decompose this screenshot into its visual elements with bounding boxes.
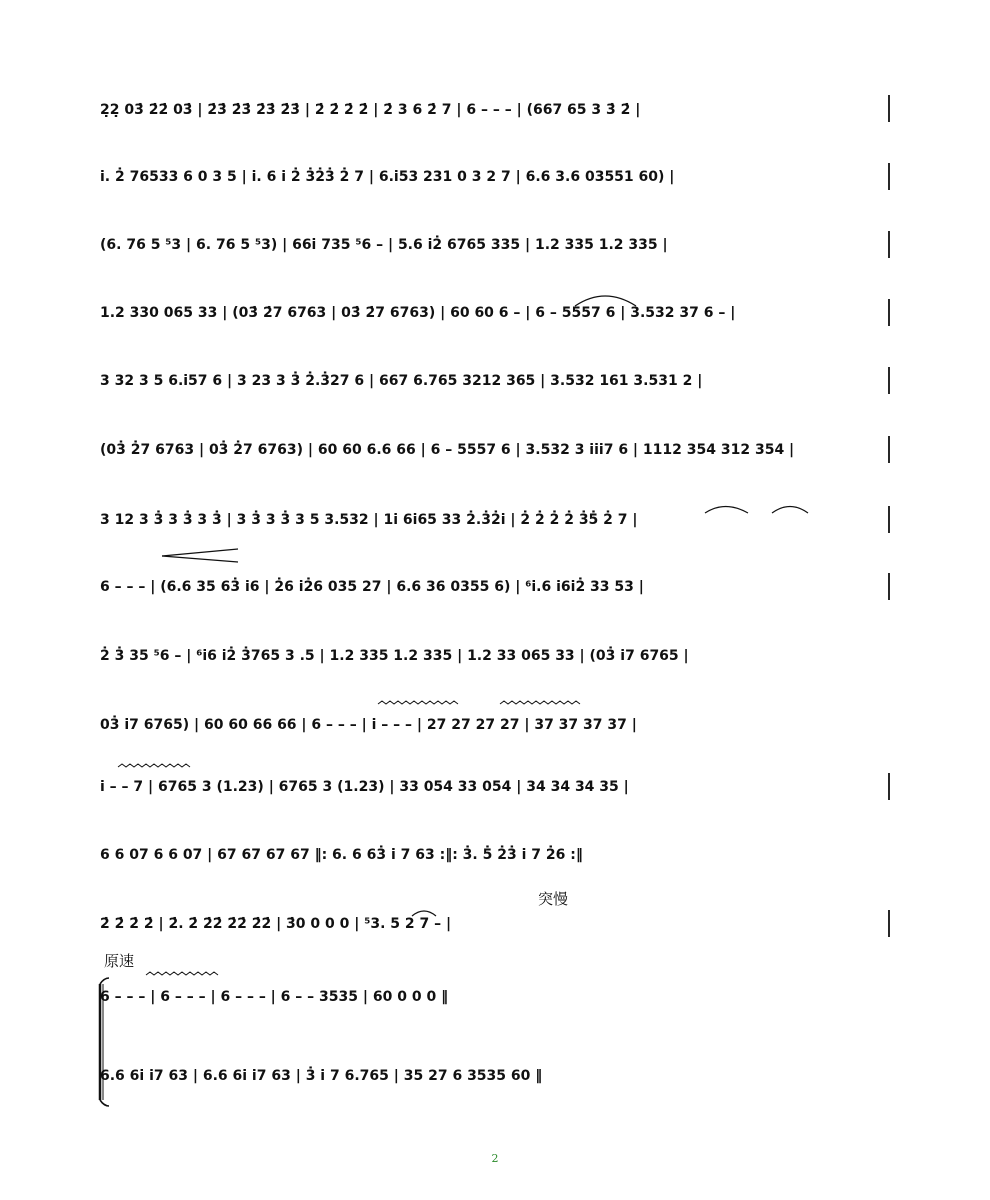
crescendo-hairpin [162,549,238,562]
score-line-15: 6.6 6i i7 63 | 6.6 6i i7 63 | 3̇ i 7 6.765 | 35 27 6 3535 60 ‖ [100,1068,543,1084]
trill-wavy-line [500,701,580,704]
page-number: 2 [491,1152,499,1165]
score-line-7: 3 12 3 3̇ 3 3̇ 3 3̇ | 3 3̇ 3 3̇ 3 5 3.532 | 1i 6i65 33 2̇.3̇2̇i | 2̇ 2̇ 2̇ 2̇ 3̇5̇ 2̇ 7 | [100,512,638,528]
score-line-6: (03̇ 2̇7 6763 | 03̇ 2̇7 6763) | 60 60 6.6 66 | 6 – 5557 6 | 3.532 3 iii7 6 | 1112 354 312 354 | [100,442,795,458]
trill-wavy-line [146,972,218,975]
score-line-8: 6 – – – | (6.6 35 63̇ i6 | 2̇6 i2̇6 035 27 | 6.6 36 0355 6) | ⁶i.6 i6i2̇ 33 53 | [100,579,644,595]
score-line-4: 1.2 330 065 33 | (03̇ 2̇7 6763 | 03̇ 2̇7 6763) | 60 60 6 – | 6 – 5557 6 | 3.532 37 6 – | [100,305,736,321]
tempo-mark-sudden-slow: 突慢 [538,890,569,908]
trill-wavy-line [378,701,458,704]
score-line-11: i – – 7 | 6765 3 (1.23) | 6765 3 (1.23) | 33 054 33 054 | 34 34 34 35 | [100,779,629,795]
score-line-9: 2̇ 3̇ 35 ⁵6 – | ⁶i6 i2̇ 3̇765 3 .5 | 1.2 335 1.2 335 | 1.2 33 065 33 | (03̇ i7 6765 | [100,648,689,664]
score-line-12: 6 6 07 6 6 07 | 67 67 67 67 ‖: 6. 6 63̇ i 7 63 :‖: 3̇. 5̇ 2̇3̇ i 7 2̇6 :‖ [100,847,583,863]
score-line-13: 2̇ 2̇ 2̇ 2̇ | 2̇. 2̇ 2̇2̇ 2̇2̇ 2̇2̇ | 3̇0 0 0 0 | ⁵3. 5 2 7 – | [100,916,452,932]
score-line-3: (6. 76 5 ⁵3 | 6. 76 5 ⁵3) | 66i 735 ⁵6 – | 5.6 i2̇ 6765 335 | 1.2 335 1.2 335 | [100,237,668,253]
score-line-1: 2̣2̣ 03̇ 2̇2̇ 03̇ | 2̇3̇ 2̇3̇ 2̇3̇ 2̇3̇ | 2̇ 2̇ 2̇ 2̇ | 2̇ 3 6 2̇ 7 | 6 – – – | (667 65 3 3̇ 2̇ | [100,102,641,118]
tempo-mark-original-tempo: 原速 [104,952,135,970]
score-line-14: 6 – – – | 6 – – – | 6 – – – | 6 – – 3535 | 60 0 0 0 ‖ [100,989,449,1005]
score-line-2: i. 2̇ 76533 6 0 3 5 | i. 6 i 2̇ 3̇2̇3̇ 2̇ 7 | 6.i53 231 0 3 2 7 | 6.6 3.6 03551 60) | [100,169,675,185]
score-line-10: 03̇ i7 6765) | 60 60 66 66 | 6 – – – | i – – – | 27 27 27 27 | 37 37 37 37 | [100,717,637,733]
score-line-5: 3 32 3 5 6.i57 6 | 3 23 3 3̇ 2̇.3̇27 6 | 667 6.765 3212 365 | 3.532 161 3.531 2 | [100,373,703,389]
